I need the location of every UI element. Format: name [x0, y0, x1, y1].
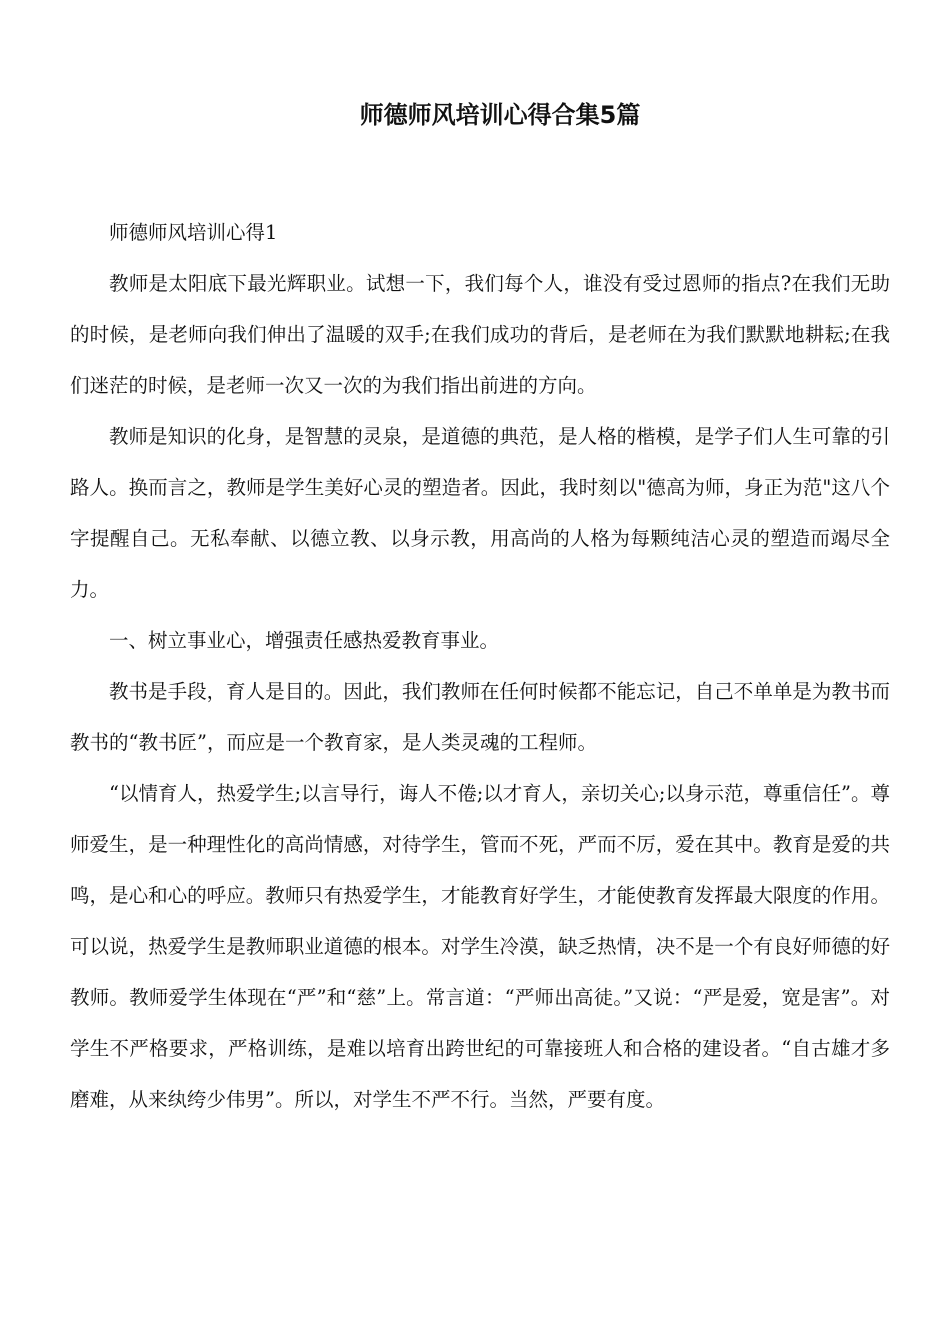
- body-paragraph: 教书是手段，育人是目的。因此，我们教师在任何时候都不能忘记，自己不单单是为教书而教书的“教书匠”，而应是一个教育家，是人类灵魂的工程师。: [70, 680, 890, 754]
- document-title: 师德师风培训心得合集5篇: [359, 101, 641, 129]
- section-heading-1: 师德师风培训心得1: [109, 221, 278, 244]
- body-paragraph: 教师是知识的化身，是智慧的灵泉，是道德的典范，是人格的楷模，是学子们人生可靠的引路人。换而言之，教师是学生美好心灵的塑造者。因此，我时刻以"德高为师，身正为范"这八个字提醒自己。无私奉献、以德立教、以身示教，用高尚的人格为每颗纯洁心灵的塑造而竭尽全力。: [70, 425, 890, 601]
- subsection-heading: 一、树立事业心，增强责任感热爱教育事业。: [109, 629, 500, 652]
- document-body: [70, 207, 890, 1125]
- body-paragraph: “以情育人，热爱学生;以言导行，诲人不倦;以才育人，亲切关心;以身示范，尊重信任”。尊师爱生，是一种理性化的高尚情感，对待学生，管而不死，严而不厉，爱在其中。教育是爱的共鸣，是心和心的呼应。教师只有热爱学生，才能教育好学生，才能使教育发挥最大限度的作用。可以说，热爱学生是教师职业道德的根本。对学生冷漠，缺乏热情，决不是一个有良好师德的好教师。教师爱学生体现在“严”和“慈”上。常言道：“严师出高徒。”又说：“严是爱，宽是害”。对学生不严格要求，严格训练，是难以培育出跨世纪的可靠接班人和合格的建设者。“自古雄才多磨难，从来纨绔少伟男”。所以，对学生不严不行。当然，严要有度。: [70, 782, 890, 1111]
- body-paragraph: 教师是太阳底下最光辉职业。试想一下，我们每个人，谁没有受过恩师的指点?在我们无助的时候，是老师向我们伸出了温暖的双手;在我们成功的背后，是老师在为我们默默地耕耘;在我们迷茫的时候，是老师一次又一次的为我们指出前进的方向。: [70, 272, 890, 397]
